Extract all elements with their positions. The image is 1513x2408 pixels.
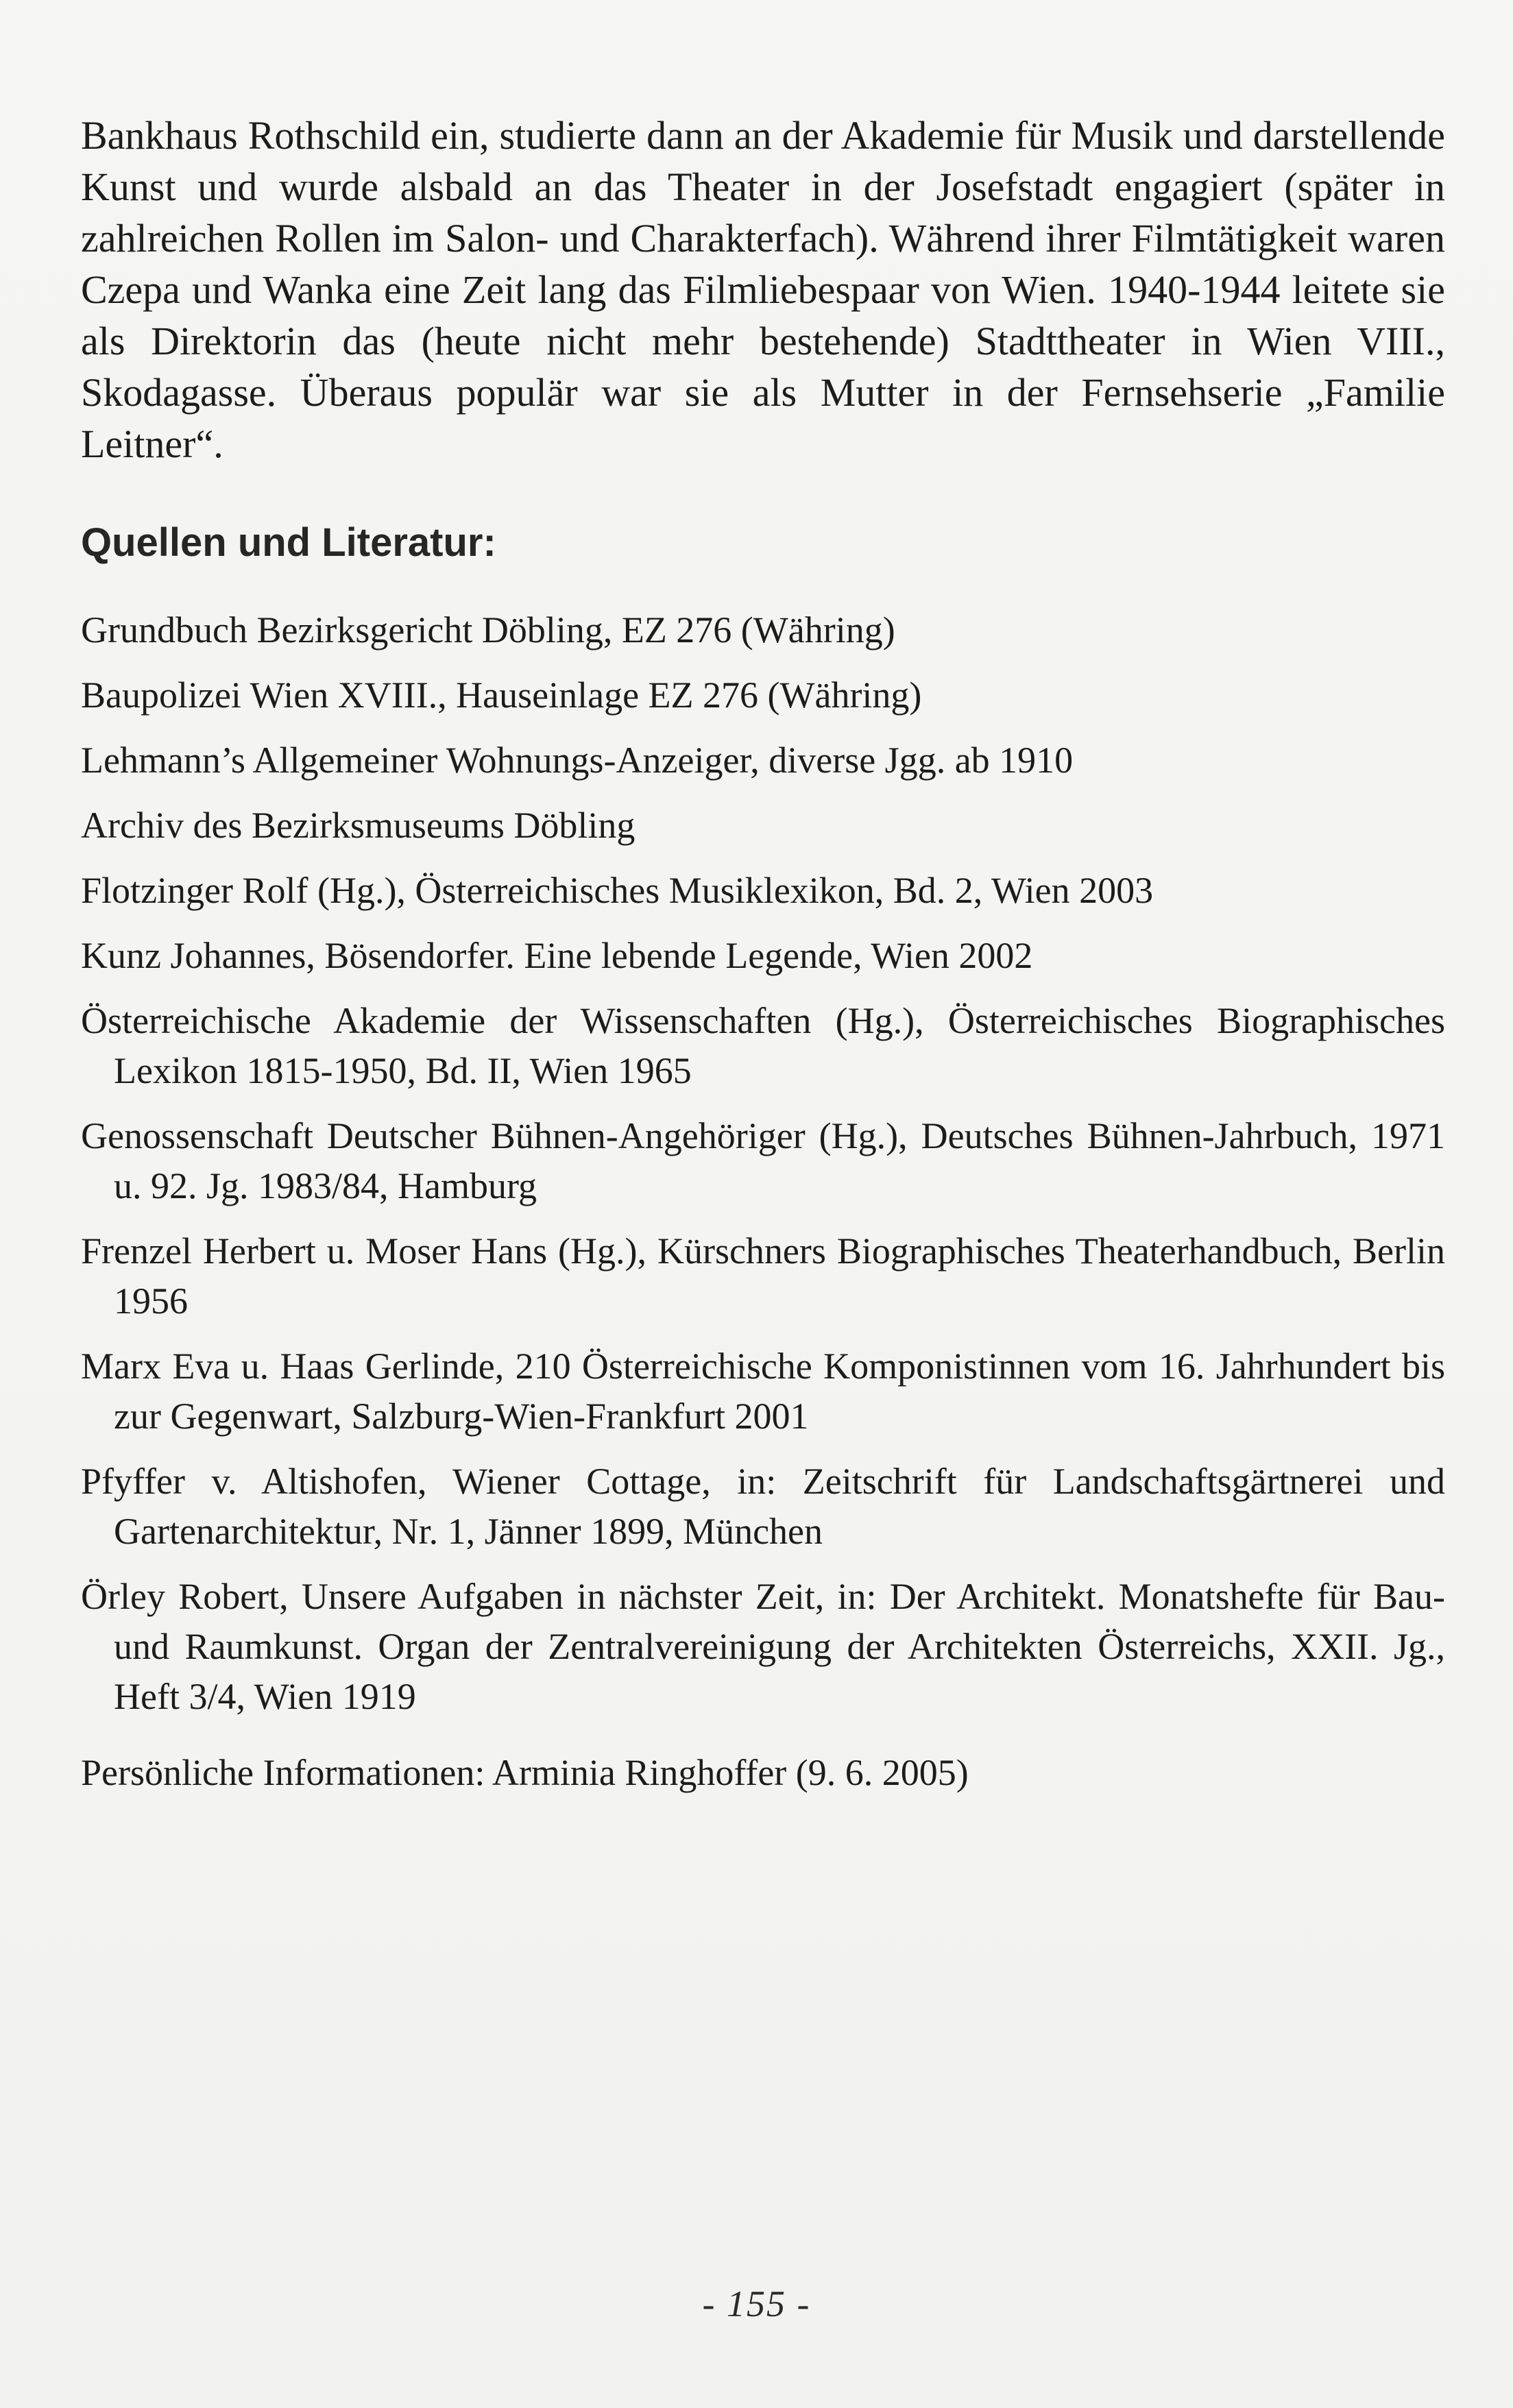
reference-item: Grundbuch Bezirksgericht Döbling, EZ 276 (Währing) — [81, 609, 895, 650]
reference-item: Archiv des Bezirksmuseums Döbling — [81, 805, 636, 846]
reference-item: Kunz Johannes, Bösendorfer. Eine lebende Legende, Wien 2002 — [81, 935, 1033, 976]
reference-item: Österreichische Akademie der Wissenschaften (Hg.), Österreichisches Biographisches Lexikon 1815-1950, Bd. II, Wien 1965 — [81, 1000, 1445, 1091]
reference-item: Örley Robert, Unsere Aufgaben in nächster Zeit, in: Der Architekt. Monatshefte für Bau- und Raumkunst. Organ der Zentralvereinigung der Architekten Österreichs, XXII. Jg., Heft 3/4, Wien 1919 — [81, 1576, 1445, 1717]
reference-item: Genossenschaft Deutscher Bühnen-Angehöriger (Hg.), Deutsches Bühnen-Jahrbuch, 1971 u. 92. Jg. 1983/84, Hamburg — [81, 1115, 1445, 1206]
reference-item: Baupolizei Wien XVIII., Hauseinlage EZ 276 (Währing) — [81, 674, 922, 716]
page-number: - 155 - — [702, 2283, 811, 2324]
reference-list — [81, 605, 1445, 1798]
section-heading: Quellen und Literatur: — [81, 520, 496, 565]
reference-item: Persönliche Informationen: Arminia Ringhoffer (9. 6. 2005) — [81, 1752, 969, 1793]
reference-item: Flotzinger Rolf (Hg.), Österreichisches Musiklexikon, Bd. 2, Wien 2003 — [81, 870, 1154, 911]
reference-item: Lehmann’s Allgemeiner Wohnungs-Anzeiger, diverse Jgg. ab 1910 — [81, 740, 1074, 781]
reference-item: Frenzel Herbert u. Moser Hans (Hg.), Kürschners Biographisches Theaterhandbuch, Berlin 1956 — [81, 1230, 1445, 1322]
reference-item: Pfyffer v. Altishofen, Wiener Cottage, in: Zeitschrift für Landschaftsgärtnerei und Gartenarchitektur, Nr. 1, Jänner 1899, München — [81, 1461, 1445, 1552]
body-paragraph: Bankhaus Rothschild ein, studierte dann an der Akademie für Musik und darstellende Kunst und wurde alsbald an das Theater in der Josefstadt engagiert (später in zahlreichen Rollen im Salon- und Charakterfach). Während ihrer Filmtätigkeit waren Czepa und Wanka eine Zeit lang das Filmliebespaar von Wien. 1940-1944 leitete sie als Direktorin das (heute nicht mehr bestehende) Stadttheater in Wien VIII., Skodagasse. Überaus populär war sie als Mutter in der Fernsehserie „Familie Leitner“. — [81, 113, 1445, 466]
reference-item: Marx Eva u. Haas Gerlinde, 210 Österreichische Komponistinnen vom 16. Jahrhundert bis zur Gegenwart, Salzburg-Wien-Frankfurt 2001 — [81, 1346, 1445, 1437]
page-content — [81, 110, 1445, 1813]
